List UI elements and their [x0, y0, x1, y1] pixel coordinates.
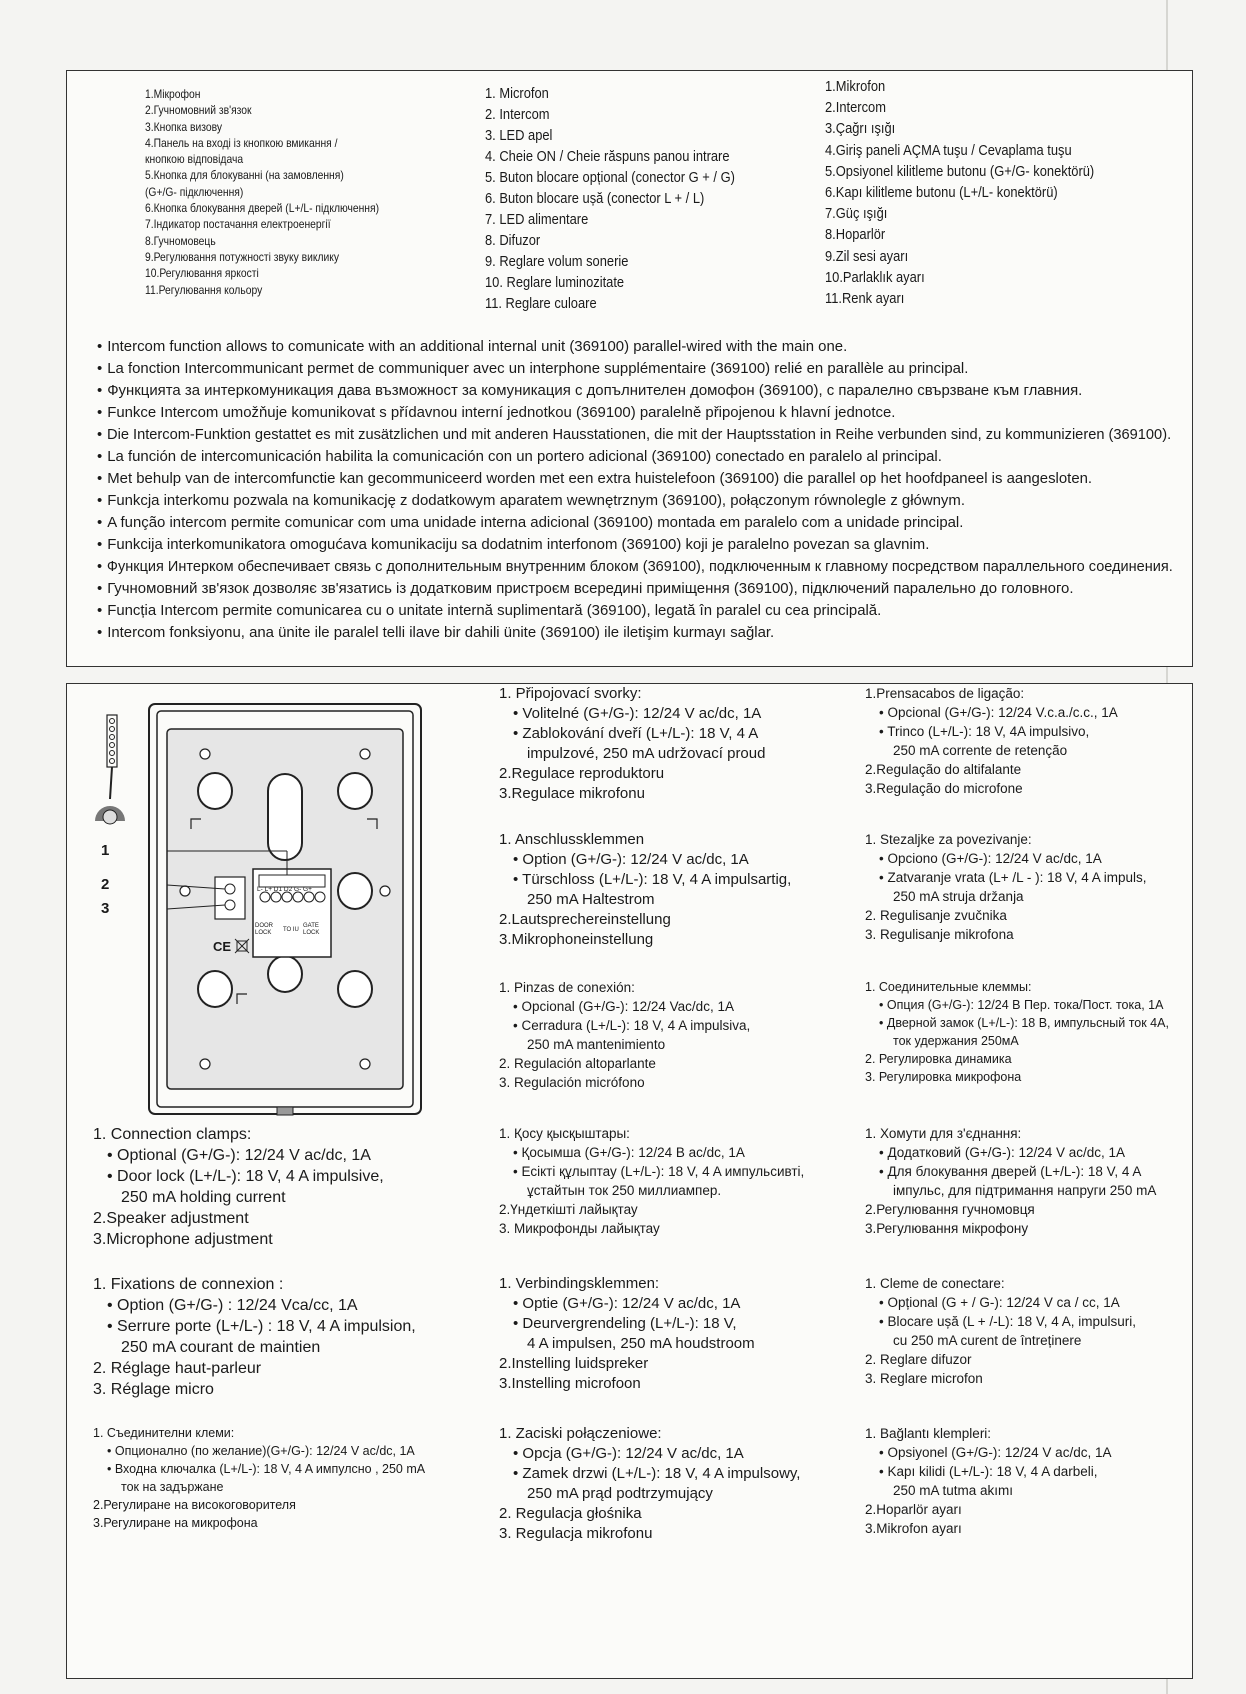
block-sub-continuation: cu 250 mA curent de întreținere	[893, 1333, 1082, 1348]
block-sub-item: • Opcional (G+/G-): 12/24 Vac/dc, 1A	[499, 997, 750, 1016]
parts-list-item: 5.Кнопка для блокуванні (на замовлення)	[145, 168, 344, 183]
parts-list-item: 8.Hoparlör	[825, 226, 886, 244]
block-heading: 1. Zaciski połączeniowe:	[499, 1425, 662, 1442]
parts-list-item: 4.Giriş paneli AÇMA tuşu / Cevaplama tuşu	[825, 141, 1072, 159]
block-sub-continuation: 250 mA prąd podtrzymujący	[527, 1485, 713, 1502]
block-sub-item: • Volitelné (G+/G-): 12/24 V ac/dc, 1A	[499, 704, 765, 724]
parts-list-item: 2.Intercom	[825, 99, 886, 117]
intercom-note: • Funkce Intercom umožňuje komunikovat s přídavnou interní jednotkou (369100) paralelně připojenou k hlavní jednotce.	[97, 402, 1172, 424]
block-heading: 1. Bağlantı klempleri:	[865, 1426, 992, 1441]
block-item: 2. Regulación altoparlante	[499, 1056, 656, 1071]
block-heading: 1. Съединителни клеми:	[93, 1426, 235, 1440]
intercom-note: • Funkcja interkomu pozwala na komunikację z dodatkowym aparatem wewnętrznym (369100), połączonym równolegle z głównym.	[97, 490, 1172, 512]
parts-list-item: 9.Zil sesi ayarı	[825, 247, 909, 265]
block-sub-continuation: ұстайтын ток 250 миллиампер.	[527, 1183, 722, 1198]
parts-list-item: 9. Reglare volum sonerie	[485, 253, 629, 270]
block-heading: 1.Prensacabos de ligação:	[865, 686, 1025, 701]
callout-2: 2	[101, 876, 110, 893]
device-rear-diagram	[87, 699, 447, 1119]
parts-list-item: 5. Buton blocare opțional (conector G + / G)	[485, 169, 735, 186]
connection-block-es	[499, 978, 750, 1092]
block-sub-item: • Deurvergrendeling (L+/L-): 18 V,	[499, 1314, 755, 1334]
parts-list-item: 4.Панель на вході із кнопкою вмикання /	[145, 135, 338, 150]
block-sub-continuation: 250 mA courant de maintien	[121, 1339, 321, 1356]
block-sub-item: • Trinco (L+/L-): 18 V, 4A impulsivo,	[865, 722, 1118, 741]
connection-block-pt	[865, 684, 1118, 798]
parts-list-item: 5.Opsiyonel kilitleme butonu (G+/G- konektörü)	[825, 162, 1095, 180]
block-item: 2. Regulisanje zvučnika	[865, 908, 1007, 923]
block-item: 3.Mikrophoneinstellung	[499, 931, 654, 948]
block-heading: 1. Připojovací svorky:	[499, 685, 642, 702]
door-lock-label: DOOR LOCK	[255, 923, 273, 936]
block-sub-continuation: impulzové, 250 mA udržovací proud	[527, 745, 766, 762]
cable-drawing	[95, 715, 125, 824]
terminal-label: L- L+ D1 D2 G- G+	[257, 886, 312, 893]
intercom-note: • Funkcija interkomunikatora omogućava komunikaciju sa dodatnim interfonom (369100) koji je paralelno povezan sa glavnim.	[97, 534, 1172, 556]
block-heading: 1. Pinzas de conexión:	[499, 980, 635, 995]
block-sub-item: • Для блокування дверей (L+/L-): 18 V, 4 A	[865, 1162, 1156, 1181]
block-sub-item: • Входна ключалка (L+/L-): 18 V, 4 A импулсно , 250 mA	[93, 1460, 425, 1478]
parts-list-item: 3. LED apel	[485, 127, 553, 144]
intercom-note: • Функцията за интеркомуникация дава възможност за комуникация с допълнителен домофон (369100), с паралелно свързване към главния.	[97, 380, 1172, 402]
block-sub-continuation: 250 mA holding current	[121, 1189, 286, 1206]
block-sub-item: • Cerradura (L+/L-): 18 V, 4 A impulsiva,	[499, 1016, 750, 1035]
block-item: 3.Microphone adjustment	[93, 1231, 273, 1248]
block-sub-item: • Option (G+/G-): 12/24 V ac/dc, 1A	[499, 850, 791, 870]
block-item: 2.Hoparlör ayarı	[865, 1502, 962, 1517]
block-heading: 1. Қосу қысқыштары:	[499, 1126, 630, 1141]
callout-3: 3	[101, 900, 110, 917]
block-item: 2.Lautsprechereinstellung	[499, 911, 671, 928]
parts-list-item: 7.Індикатор постачання електроенергії	[145, 217, 331, 232]
device-drawing	[87, 699, 447, 1119]
ce-mark: CE	[213, 939, 232, 954]
parts-list-item: 7.Güç ışığı	[825, 205, 888, 223]
block-item: 3. Регулировка микрофона	[865, 1070, 1022, 1084]
block-sub-item: • Option (G+/G-) : 12/24 Vca/cc, 1A	[93, 1295, 416, 1316]
parts-list-item: 3.Çağrı ışığı	[825, 120, 896, 138]
block-item: 3. Regulisanje mikrofona	[865, 927, 1014, 942]
parts-list-item: 10.Parlaklık ayarı	[825, 268, 925, 286]
parts-list-tr-items	[825, 76, 1094, 309]
intercom-note: • A função intercom permite comunicar com uma unidade interna adicional (369100) montada em paralelo com a unidade principal.	[97, 512, 1172, 534]
block-item: 3.Regulace mikrofonu	[499, 785, 645, 802]
to-iu-label: TO IU	[283, 927, 299, 933]
block-sub-continuation: 250 mA corrente de retenção	[893, 743, 1068, 758]
parts-list-item: 11.Регулювання кольору	[145, 282, 263, 297]
block-sub-continuation: 4 A impulsen, 250 mA houdstroom	[527, 1335, 755, 1352]
block-item: 2.Instelling luidspreker	[499, 1355, 649, 1372]
block-sub-item: • Serrure porte (L+/L-) : 18 V, 4 A impulsion,	[93, 1316, 416, 1337]
connection-block-sr	[865, 830, 1147, 944]
block-item: 3.Instelling microfoon	[499, 1375, 641, 1392]
block-sub-item: • Door lock (L+/L-): 18 V, 4 A impulsive,	[93, 1166, 384, 1187]
block-sub-item: • Дверной замок (L+/L-): 18 В, импульсный ток 4А,	[865, 1014, 1169, 1032]
intercom-note: • Intercom function allows to comunicate with an additional internal unit (369100) parallel-wired with the main one.	[97, 336, 1172, 358]
block-sub-continuation: 250 mA mantenimiento	[527, 1037, 666, 1052]
block-sub-continuation: 250 mA Haltestrom	[527, 891, 655, 908]
parts-list-item: 6. Buton blocare ușă (conector L + / L)	[485, 190, 705, 207]
parts-list-item: 11.Renk ayarı	[825, 290, 905, 308]
parts-list-item: кнопкою відповідача	[145, 152, 244, 167]
parts-list-item: 7. LED alimentare	[485, 211, 589, 228]
block-item: 3. Reglare microfon	[865, 1371, 983, 1386]
block-heading: 1. Connection clamps:	[93, 1126, 252, 1143]
block-sub-continuation: ток удержания 250мА	[893, 1034, 1019, 1048]
block-heading: 1. Соединительные клеммы:	[865, 980, 1032, 994]
connection-block-fr	[93, 1274, 416, 1400]
block-sub-item: • Türschloss (L+/L-): 18 V, 4 A impulsartig,	[499, 870, 791, 890]
parts-list-uk	[145, 86, 417, 298]
parts-list-item: 6.Kapı kilitleme butonu (L+/L- konektörü)	[825, 184, 1058, 202]
block-item: 2.Регулювання гучномовця	[865, 1202, 1035, 1217]
block-heading: 1. Stezaljke za povezivanje:	[865, 832, 1032, 847]
block-item: 2. Regulacja głośnika	[499, 1505, 642, 1522]
block-sub-continuation: 250 mA struja držanja	[893, 889, 1024, 904]
block-item: 3.Регулиране на микрофона	[93, 1516, 258, 1530]
block-item: 3. Réglage micro	[93, 1381, 214, 1398]
intercom-note: • Met behulp van de intercomfunctie kan gecommuniceerd worden met een extra huistelefoon (369100) die parallel op het hoofdpaneel is aangesloten.	[97, 468, 1172, 490]
parts-list-item: 1.Mikrofon	[825, 78, 886, 95]
block-sub-item: • Opcional (G+/G-): 12/24 V.c.a./c.c., 1A	[865, 703, 1118, 722]
connection-block-nl	[499, 1274, 755, 1394]
block-item: 3.Mikrofon ayarı	[865, 1521, 962, 1536]
connection-panel	[66, 683, 1193, 1679]
block-sub-item: • Opțional (G + / G-): 12/24 V ca / cc, 1A	[865, 1293, 1136, 1312]
block-sub-continuation: імпульс, для підтримання напруги 250 mA	[893, 1183, 1157, 1198]
gate-lock-label: GATE LOCK	[303, 923, 320, 936]
block-sub-item: • Kapı kilidi (L+/L-): 18 V, 4 A darbeli,	[865, 1462, 1111, 1481]
connection-block-tr	[865, 1424, 1111, 1538]
parts-list-item: 11. Reglare culoare	[485, 295, 597, 312]
parts-list-tr	[825, 76, 1138, 309]
parts-list-item: 4. Cheie ON / Cheie răspuns panou intrare	[485, 148, 730, 165]
block-sub-item: • Opciono (G+/G-): 12/24 V ac/dc, 1A	[865, 849, 1147, 868]
parts-list-ro	[485, 83, 776, 314]
connection-block-kk	[499, 1124, 804, 1238]
intercom-note: • La fonction Intercommunicant permet de communiquer avec un interphone supplémentaire (369100) relié en parallèle au principal.	[97, 358, 1172, 380]
block-item: 2.Regulace reproduktoru	[499, 765, 665, 782]
block-sub-item: • Қосымша (G+/G-): 12/24 В ac/dc, 1A	[499, 1143, 804, 1162]
parts-list-item: (G+/G- підключення)	[145, 184, 244, 199]
block-sub-item: • Опционално (по желание)(G+/G-): 12/24 V ac/dc, 1A	[93, 1442, 425, 1460]
block-heading: 1. Anschlussklemmen	[499, 831, 645, 848]
parts-list-item: 1.Мікрофон	[145, 87, 201, 101]
block-sub-item: • Zablokování dveří (L+/L-): 18 V, 4 A	[499, 724, 765, 744]
parts-list-item: 8. Difuzor	[485, 232, 541, 249]
parts-list-item: 9.Регулювання потужності звуку виклику	[145, 249, 340, 264]
block-sub-item: • Додатковий (G+/G-): 12/24 V ac/dc, 1A	[865, 1143, 1156, 1162]
block-item: 2. Регулировка динамика	[865, 1052, 1012, 1066]
parts-list-uk-items	[145, 86, 379, 298]
block-item: 2.Регулиране на високоговорителя	[93, 1498, 296, 1512]
block-heading: 1. Verbindingsklemmen:	[499, 1275, 660, 1292]
block-heading: 1. Cleme de conectare:	[865, 1276, 1005, 1291]
parts-list-item: 10.Регулювання яркості	[145, 266, 259, 281]
block-item: 2.Үндеткішті лайықтау	[499, 1202, 638, 1217]
connection-block-pl	[499, 1424, 800, 1544]
connection-block-bg	[93, 1424, 425, 1532]
connection-block-uk	[865, 1124, 1156, 1238]
block-sub-item: • Opcja (G+/G-): 12/24 V ac/dc, 1A	[499, 1444, 800, 1464]
block-sub-continuation: ток на задържане	[121, 1480, 224, 1494]
intercom-note: • La función de intercomunicación habilita la comunicación con un portero adicional (369100) conectado en paralelo al principal.	[97, 446, 1172, 468]
block-sub-item: • Blocare ușă (L + /-L): 18 V, 4 A, impulsuri,	[865, 1312, 1136, 1331]
parts-list-item: 10. Reglare luminozitate	[485, 274, 625, 291]
block-heading: 1. Хомути для з'єднання:	[865, 1126, 1022, 1141]
intercom-notes	[97, 336, 1177, 644]
block-sub-item: • Opsiyonel (G+/G-): 12/24 V ac/dc, 1A	[865, 1443, 1111, 1462]
block-sub-item: • Optie (G+/G-): 12/24 V ac/dc, 1A	[499, 1294, 755, 1314]
parts-list-item: 2.Гучномовний зв'язок	[145, 103, 252, 118]
intercom-note: • Die Intercom-Funktion gestattet es mit zusätzlichen und mit anderen Hausstationen, die mit der Hauptsstation in Reihe verbunden sind, zu kommunizieren (369100).	[97, 424, 1150, 446]
block-sub-item: • Есікті құлыптау (L+/L-): 18 V, 4 A импульсивті,	[499, 1162, 804, 1181]
block-item: 3.Регулювання мікрофону	[865, 1221, 1029, 1236]
block-sub-item: • Опция (G+/G-): 12/24 В Пер. тока/Пост. тока, 1А	[865, 996, 1169, 1014]
parts-list-panel	[66, 70, 1193, 667]
connection-block-en	[93, 1124, 384, 1250]
parts-list-item: 6.Кнопка блокування дверей (L+/L- підключення)	[145, 201, 380, 216]
block-item: 3. Regulación micrófono	[499, 1075, 645, 1090]
block-item: 2.Speaker adjustment	[93, 1210, 249, 1227]
block-item: 2.Regulação do altifalante	[865, 762, 1022, 777]
intercom-note: • Гучномовний зв'язок дозволяє зв'язатись із додатковим пристроєм всередині приміщення (369100), підключений паралельно до головного.	[97, 578, 1172, 600]
block-sub-item: • Zamek drzwi (L+/L-): 18 V, 4 A impulsowy,	[499, 1464, 800, 1484]
connection-block-ru	[865, 978, 1169, 1086]
block-heading: 1. Fixations de connexion :	[93, 1276, 284, 1293]
parts-list-item: 3.Кнопка визову	[145, 119, 223, 134]
block-item: 3. Regulacja mikrofonu	[499, 1525, 653, 1542]
block-item: 2. Reglare difuzor	[865, 1352, 972, 1367]
parts-list-item: 1. Microfon	[485, 85, 549, 102]
parts-list-item: 8.Гучномовець	[145, 233, 216, 248]
connection-block-de	[499, 830, 791, 950]
parts-list-ro-items	[485, 83, 735, 314]
intercom-note: • Funcția Intercom permite comunicarea cu o unitate internă suplimentară (369100), legată în paralel cu cea principală.	[97, 600, 1172, 622]
block-item: 3. Микрофонды лайықтау	[499, 1221, 660, 1236]
block-sub-item: • Optional (G+/G-): 12/24 V ac/dc, 1A	[93, 1145, 384, 1166]
block-item: 2. Réglage haut-parleur	[93, 1360, 262, 1377]
intercom-note: • Intercom fonksiyonu, ana ünite ile paralel telli ilave bir dahili ünite (369100) ile iletişim kurmayı sağlar.	[97, 622, 1172, 644]
intercom-note: • Функция Интерком обеспечивает связь с дополнительным внутренним блоком (369100), подключенным к главному посредством параллельного соединения.	[97, 556, 1142, 578]
connection-block-cs	[499, 684, 765, 804]
block-sub-continuation: 250 mA tutma akımı	[893, 1483, 1014, 1498]
parts-list-item: 2. Intercom	[485, 106, 550, 123]
callout-1: 1	[101, 842, 110, 859]
block-item: 3.Regulação do microfone	[865, 781, 1023, 796]
block-sub-item: • Zatvaranje vrata (L+ /L - ): 18 V, 4 A impuls,	[865, 868, 1147, 887]
connection-block-ro	[865, 1274, 1136, 1388]
